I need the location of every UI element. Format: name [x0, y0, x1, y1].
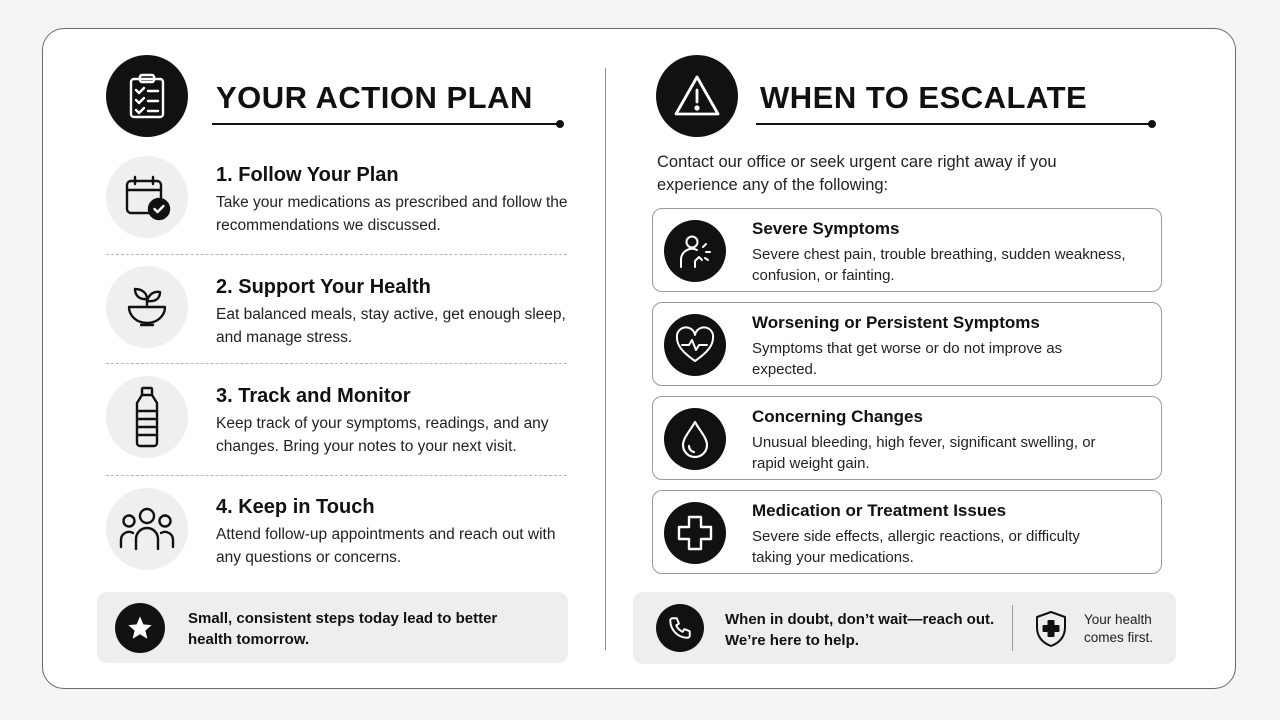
escalate-title: WHEN TO ESCALATE	[760, 80, 1088, 115]
escalation-item-severe	[652, 208, 1162, 292]
concerning-changes-text: Unusual bleeding, high fever, significant swelling, or rapid weight gain.	[752, 434, 1096, 472]
contact-banner-text: When in doubt, don’t wait—reach out. We’re here to help.	[725, 611, 995, 649]
step-3-title: 3. Track and Monitor	[216, 385, 411, 407]
step-separator	[106, 363, 567, 364]
step-1-text: Take your medications as prescribed and follow the recommendations we discussed.	[216, 194, 568, 234]
step-1-title: 1. Follow Your Plan	[216, 164, 399, 186]
column-divider	[605, 68, 606, 650]
worsening-symptoms-text: Symptoms that get worse or do not improve as expected.	[752, 340, 1063, 378]
action-plan-underline	[212, 123, 558, 125]
health-first-text: Your health comes first.	[1084, 612, 1154, 645]
clipboard-checklist-icon	[106, 55, 188, 137]
step-3-text: Keep track of your symptoms, readings, and any changes. Bring your notes to your next visit.	[216, 415, 549, 455]
bowl-leaves-icon	[106, 266, 188, 348]
severe-symptoms-text: Severe chest pain, trouble breathing, sudden weakness, confusion, or fainting.	[752, 246, 1126, 284]
banner-divider	[1012, 605, 1013, 651]
contact-banner	[633, 592, 1176, 664]
water-bottle-icon	[106, 376, 188, 458]
step-2-title: 2. Support Your Health	[216, 276, 431, 298]
escalate-underline	[756, 123, 1152, 125]
escalation-item-medication	[652, 490, 1162, 574]
encouragement-text: Small, consistent steps today lead to better health tomorrow.	[188, 610, 498, 648]
step-2-text: Eat balanced meals, stay active, get enough sleep, and manage stress.	[216, 306, 566, 346]
severe-symptoms-title: Severe Symptoms	[752, 219, 900, 238]
person-pain-icon	[664, 220, 726, 282]
medication-issues-title: Medication or Treatment Issues	[752, 501, 1007, 520]
escalate-intro: Contact our office or seek urgent care right away if you experience any of the following:	[657, 153, 1057, 194]
drop-icon	[664, 408, 726, 470]
encouragement-banner	[97, 592, 568, 663]
step-4-text: Attend follow-up appointments and reach out with any questions or concerns.	[216, 526, 556, 566]
escalation-item-changes	[652, 396, 1162, 480]
warning-triangle-icon	[656, 55, 738, 137]
medication-issues-text: Severe side effects, allergic reactions, or difficulty taking your medications.	[752, 528, 1080, 566]
heart-pulse-icon	[664, 314, 726, 376]
calendar-check-icon	[106, 156, 188, 238]
step-separator	[106, 254, 567, 255]
escalation-item-worsening	[652, 302, 1162, 386]
phone-icon	[656, 604, 704, 652]
step-separator	[106, 475, 567, 476]
star-icon	[115, 603, 165, 653]
people-group-icon	[106, 488, 188, 570]
worsening-symptoms-title: Worsening or Persistent Symptoms	[752, 313, 1040, 332]
action-plan-underline-dot	[556, 120, 564, 128]
escalate-underline-dot	[1148, 120, 1156, 128]
medical-cross-icon	[664, 502, 726, 564]
concerning-changes-title: Concerning Changes	[752, 407, 923, 426]
step-4-title: 4. Keep in Touch	[216, 496, 375, 518]
shield-cross-icon	[1033, 609, 1069, 654]
action-plan-title: YOUR ACTION PLAN	[216, 80, 533, 115]
